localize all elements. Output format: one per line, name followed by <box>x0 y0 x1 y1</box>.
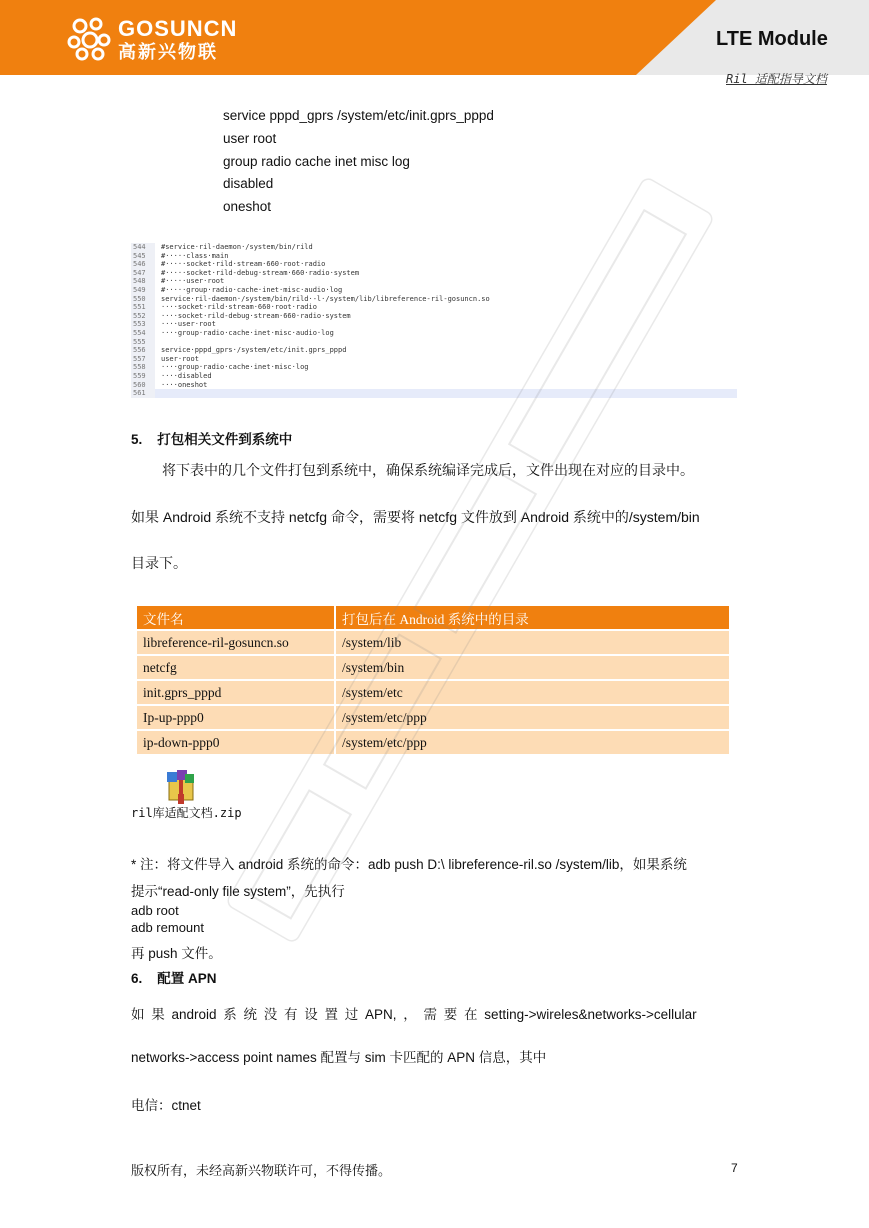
code-line-number: 551 <box>133 303 146 312</box>
code-line <box>131 355 199 364</box>
code-line <box>131 260 325 269</box>
table-cell: /system/bin <box>335 655 730 680</box>
code-line-text: service·pppd_gprs·/system/etc/init.gprs_pppd <box>161 346 347 355</box>
column-header: 文件名 <box>137 606 335 630</box>
table-cell: Ip-up-ppp0 <box>137 705 335 730</box>
code-line <box>131 312 351 321</box>
config-line: group radio cache inet misc log <box>223 154 410 169</box>
code-line-text: ····user·root <box>161 320 216 329</box>
code-line-number: 550 <box>133 294 146 303</box>
code-line <box>131 381 207 390</box>
code-line-number: 555 <box>133 337 146 346</box>
table-cell: /system/etc/ppp <box>335 705 730 730</box>
code-line <box>131 303 317 312</box>
table-cell: ip-down-ppp0 <box>137 730 335 755</box>
table-row <box>137 730 730 755</box>
code-line-text: #service·ril-daemon·/system/bin/rild <box>161 243 313 251</box>
command-adb-root: adb root <box>131 903 179 918</box>
gosuncn-logo <box>66 14 256 62</box>
code-line <box>131 320 216 329</box>
note-line-2: 提示“read-only file system”，先执行 <box>131 884 345 899</box>
config-line: user root <box>223 131 277 146</box>
note-line-3: 再 push 文件。 <box>131 946 222 961</box>
zip-file-icon[interactable] <box>165 768 197 806</box>
code-line <box>131 329 334 338</box>
code-line <box>131 286 342 295</box>
brand-name-en: GOSUNCN <box>118 16 238 41</box>
code-line-number: 554 <box>133 329 146 337</box>
code-line-text: #·····class·main <box>161 251 229 260</box>
table-cell: netcfg <box>137 655 335 680</box>
code-line-number: 544 <box>133 243 146 251</box>
code-line-number: 548 <box>133 277 146 286</box>
code-line-text: ····oneshot <box>161 380 208 389</box>
code-line-text: ····group·radio·cache·inet·misc·audio·log <box>161 329 334 337</box>
code-line <box>131 243 313 252</box>
section-5-paragraph-1: 将下表中的几个文件打包到系统中，确保系统编译完成后，文件出现在对应的目录中。 <box>162 462 694 478</box>
table-row <box>137 655 730 680</box>
code-line-text: #·····group·radio·cache·inet·misc·audio·log <box>161 286 343 294</box>
code-line <box>131 295 490 304</box>
code-line-text: #·····user·root <box>161 277 225 286</box>
code-line-number: 558 <box>133 363 146 372</box>
file-table <box>137 606 731 756</box>
code-line-number: 552 <box>133 311 146 320</box>
attachment-label[interactable]: ril库适配文档.zip <box>131 806 242 820</box>
table-cell: /system/lib <box>335 630 730 655</box>
code-line-text: #·····socket·rild-debug·stream·660·radio·system <box>161 268 360 277</box>
current-line-highlight <box>155 389 737 398</box>
section-6-paragraph-2: networks->access point names 配置与 sim 卡匹配的 APN 信息，其中 <box>131 1050 547 1065</box>
code-line <box>131 252 228 261</box>
code-line-number: 545 <box>133 251 146 260</box>
config-line: service pppd_gprs /system/etc/init.gprs_pppd <box>223 108 494 123</box>
code-line <box>131 363 309 372</box>
table-header-row <box>137 606 730 630</box>
brand-name-cn: 高新兴物联 <box>118 42 218 62</box>
code-line-number: 553 <box>133 320 146 329</box>
code-line <box>131 277 224 286</box>
document-subtitle: Ril 适配指导文档 <box>726 72 827 86</box>
code-line-number: 556 <box>133 346 146 355</box>
config-line: oneshot <box>223 199 272 214</box>
code-line-text: ····socket·rild-debug·stream·660·radio·system <box>161 311 351 320</box>
code-line-number: 557 <box>133 354 146 363</box>
table-row <box>137 630 730 655</box>
note-line-1: * 注：将文件导入 android 系统的命令：adb push D:\ libreference-ril.so /system/lib，如果系统 <box>131 857 687 872</box>
table-cell: libreference-ril-gosuncn.so <box>137 630 335 655</box>
code-line-number: 561 <box>133 389 146 398</box>
section-5-paragraph-3: 目录下。 <box>131 555 187 571</box>
table-cell: init.gprs_pppd <box>137 680 335 705</box>
footer-copyright: 版权所有，未经高新兴物联许可，不得传播。 <box>131 1163 392 1178</box>
page-number: 7 <box>731 1161 738 1175</box>
document-title: LTE Module <box>716 28 828 50</box>
table-cell: /system/etc/ppp <box>335 730 730 755</box>
code-line <box>131 338 161 347</box>
section-5-paragraph-2: 如果 Android 系统不支持 netcfg 命令，需要将 netcfg 文件放到 Android 系统中的/system/bin <box>131 509 700 525</box>
code-line-number: 549 <box>133 286 146 294</box>
code-line-text: service·ril-daemon·/system/bin/rild·-l·/system/lib/libreference-ril-gosuncn.so <box>161 294 490 303</box>
code-line-text: user·root <box>161 354 199 363</box>
command-adb-remount: adb remount <box>131 920 204 935</box>
code-line-text: ····disabled <box>161 372 212 380</box>
code-line <box>131 269 359 278</box>
section-6-paragraph-3: 电信：ctnet <box>131 1098 201 1113</box>
code-line <box>131 346 346 355</box>
code-line-text: #·····socket·rild·stream·660·root·radio <box>161 260 326 269</box>
column-header: 打包后在 Android 系统中的目录 <box>335 606 730 630</box>
code-line-number: 559 <box>133 372 146 380</box>
logo-mark-icon <box>66 14 114 62</box>
section-5-heading: 5. 打包相关文件到系统中 <box>131 432 293 447</box>
config-line: disabled <box>223 176 274 191</box>
code-listing-screenshot <box>131 243 737 398</box>
table-row <box>137 680 730 705</box>
table-row <box>137 705 730 730</box>
code-line-number: 547 <box>133 268 146 277</box>
section-6-heading: 6. 配置 APN <box>131 971 217 986</box>
table-cell: /system/etc <box>335 680 730 705</box>
code-line-text: ····group·radio·cache·inet·misc·log <box>161 363 309 372</box>
code-line-number: 546 <box>133 260 146 269</box>
section-6-paragraph-1: 如 果 android 系 统 没 有 设 置 过 APN, ， 需 要 在 setting->wireles&networks->cellular <box>131 1007 697 1022</box>
code-line-number: 560 <box>133 380 146 389</box>
code-line-text: ····socket·rild·stream·660·root·radio <box>161 303 317 312</box>
code-line <box>131 389 161 398</box>
code-line <box>131 372 212 381</box>
